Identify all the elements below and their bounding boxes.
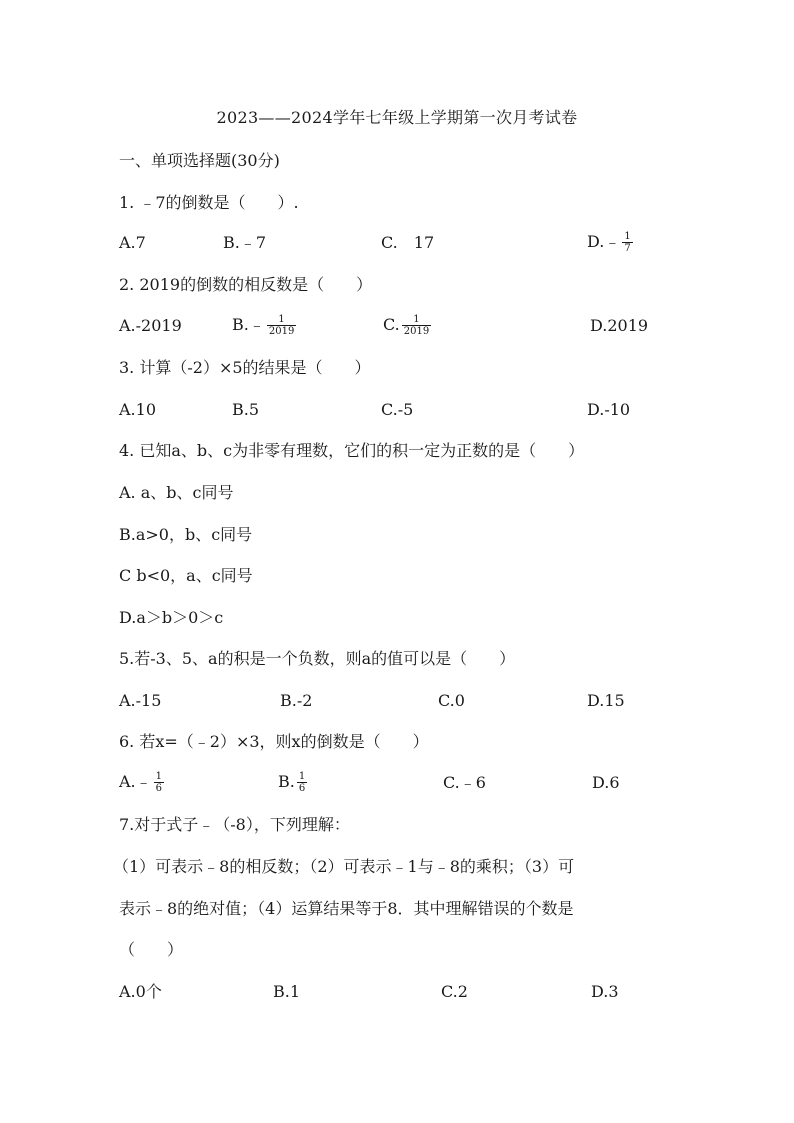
q6-a-fraction: $\frac{1}{6}$ [155, 771, 163, 794]
q2-option-a: A.-2019 [119, 316, 182, 335]
q3-option-d: D.-10 [587, 400, 631, 419]
question-4-stem: 4. 已知a、b、c为非零有理数，它们的积一定为正数的是（ ） [119, 441, 585, 460]
question-2-stem: 2. 2019的倒数的相反数是（ ） [119, 275, 373, 294]
q1-option-b: B.﹣7 [223, 233, 267, 252]
q4-option-d: D.a＞b＞0＞c [119, 608, 224, 627]
q3-option-b: B.5 [232, 400, 260, 419]
q7-answer-blank: （ ） [119, 940, 184, 959]
question-7-stem: 7.对于式子﹣（-8），下列理解： [119, 815, 350, 834]
q1-option-a: A.7 [119, 233, 146, 252]
q2-b-fraction: $\frac{1}{2019}$ [268, 314, 295, 337]
q5-option-b: B.-2 [280, 691, 313, 710]
q7-option-b: B.1 [273, 982, 301, 1001]
q2-option-d: D.2019 [590, 316, 649, 335]
section-heading: 一、单项选择题(30分) [119, 151, 280, 170]
q6-option-c: C.﹣6 [443, 773, 486, 792]
q7-option-d: D.3 [591, 982, 619, 1001]
q7-statement-line-1: （1）可表示﹣8的相反数；（2）可表示﹣1与﹣8的乘积；（3）可 [113, 857, 575, 876]
q7-option-c: C.2 [441, 982, 468, 1001]
exam-title: 2023——2024学年七年级上学期第一次月考试卷 [216, 108, 578, 127]
question-3-stem: 3. 计算（-2）×5的结果是（ ） [119, 358, 371, 377]
q7-option-a: A.0个 [119, 982, 162, 1001]
q4-option-c: C b<0，a、c同号 [119, 566, 253, 585]
question-6-stem: 6. 若x=（﹣2）×3，则x的倒数是（ ） [119, 732, 429, 751]
q5-option-c: C.0 [438, 691, 465, 710]
q6-option-a: A.﹣ $\frac{1}{6}$ [119, 771, 163, 794]
q5-option-a: A.-15 [119, 691, 162, 710]
q3-option-a: A.10 [119, 400, 156, 419]
q2-option-b: B.﹣ $\frac{1}{2019}$ [232, 314, 295, 337]
q1-option-c: C. 17 [381, 233, 435, 252]
q7-statement-line-2: 表示﹣8的绝对值；（4）运算结果等于8．其中理解错误的个数是 [119, 899, 574, 918]
q6-b-fraction: $\frac{1}{6}$ [298, 771, 306, 794]
q6-option-d: D.6 [592, 773, 620, 792]
q5-option-d: D.15 [587, 691, 625, 710]
q1-option-d: D.﹣ $\frac{1}{7}$ [587, 231, 631, 254]
question-1-stem: 1. ﹣7的倒数是（ ）. [119, 193, 299, 212]
question-5-stem: 5.若-3、5、a的积是一个负数，则a的值可以是（ ） [119, 649, 516, 668]
q2-option-c: C. $\frac{1}{2019}$ [383, 314, 430, 337]
q1-d-fraction: $\frac{1}{7}$ [624, 231, 631, 254]
q4-option-a: A. a、b、c同号 [119, 483, 234, 502]
q4-option-b: B.a>0，b、c同号 [119, 525, 253, 544]
q3-option-c: C.-5 [381, 400, 414, 419]
q6-option-b: B. $\frac{1}{6}$ [278, 771, 306, 794]
q2-c-fraction: $\frac{1}{2019}$ [403, 314, 430, 337]
